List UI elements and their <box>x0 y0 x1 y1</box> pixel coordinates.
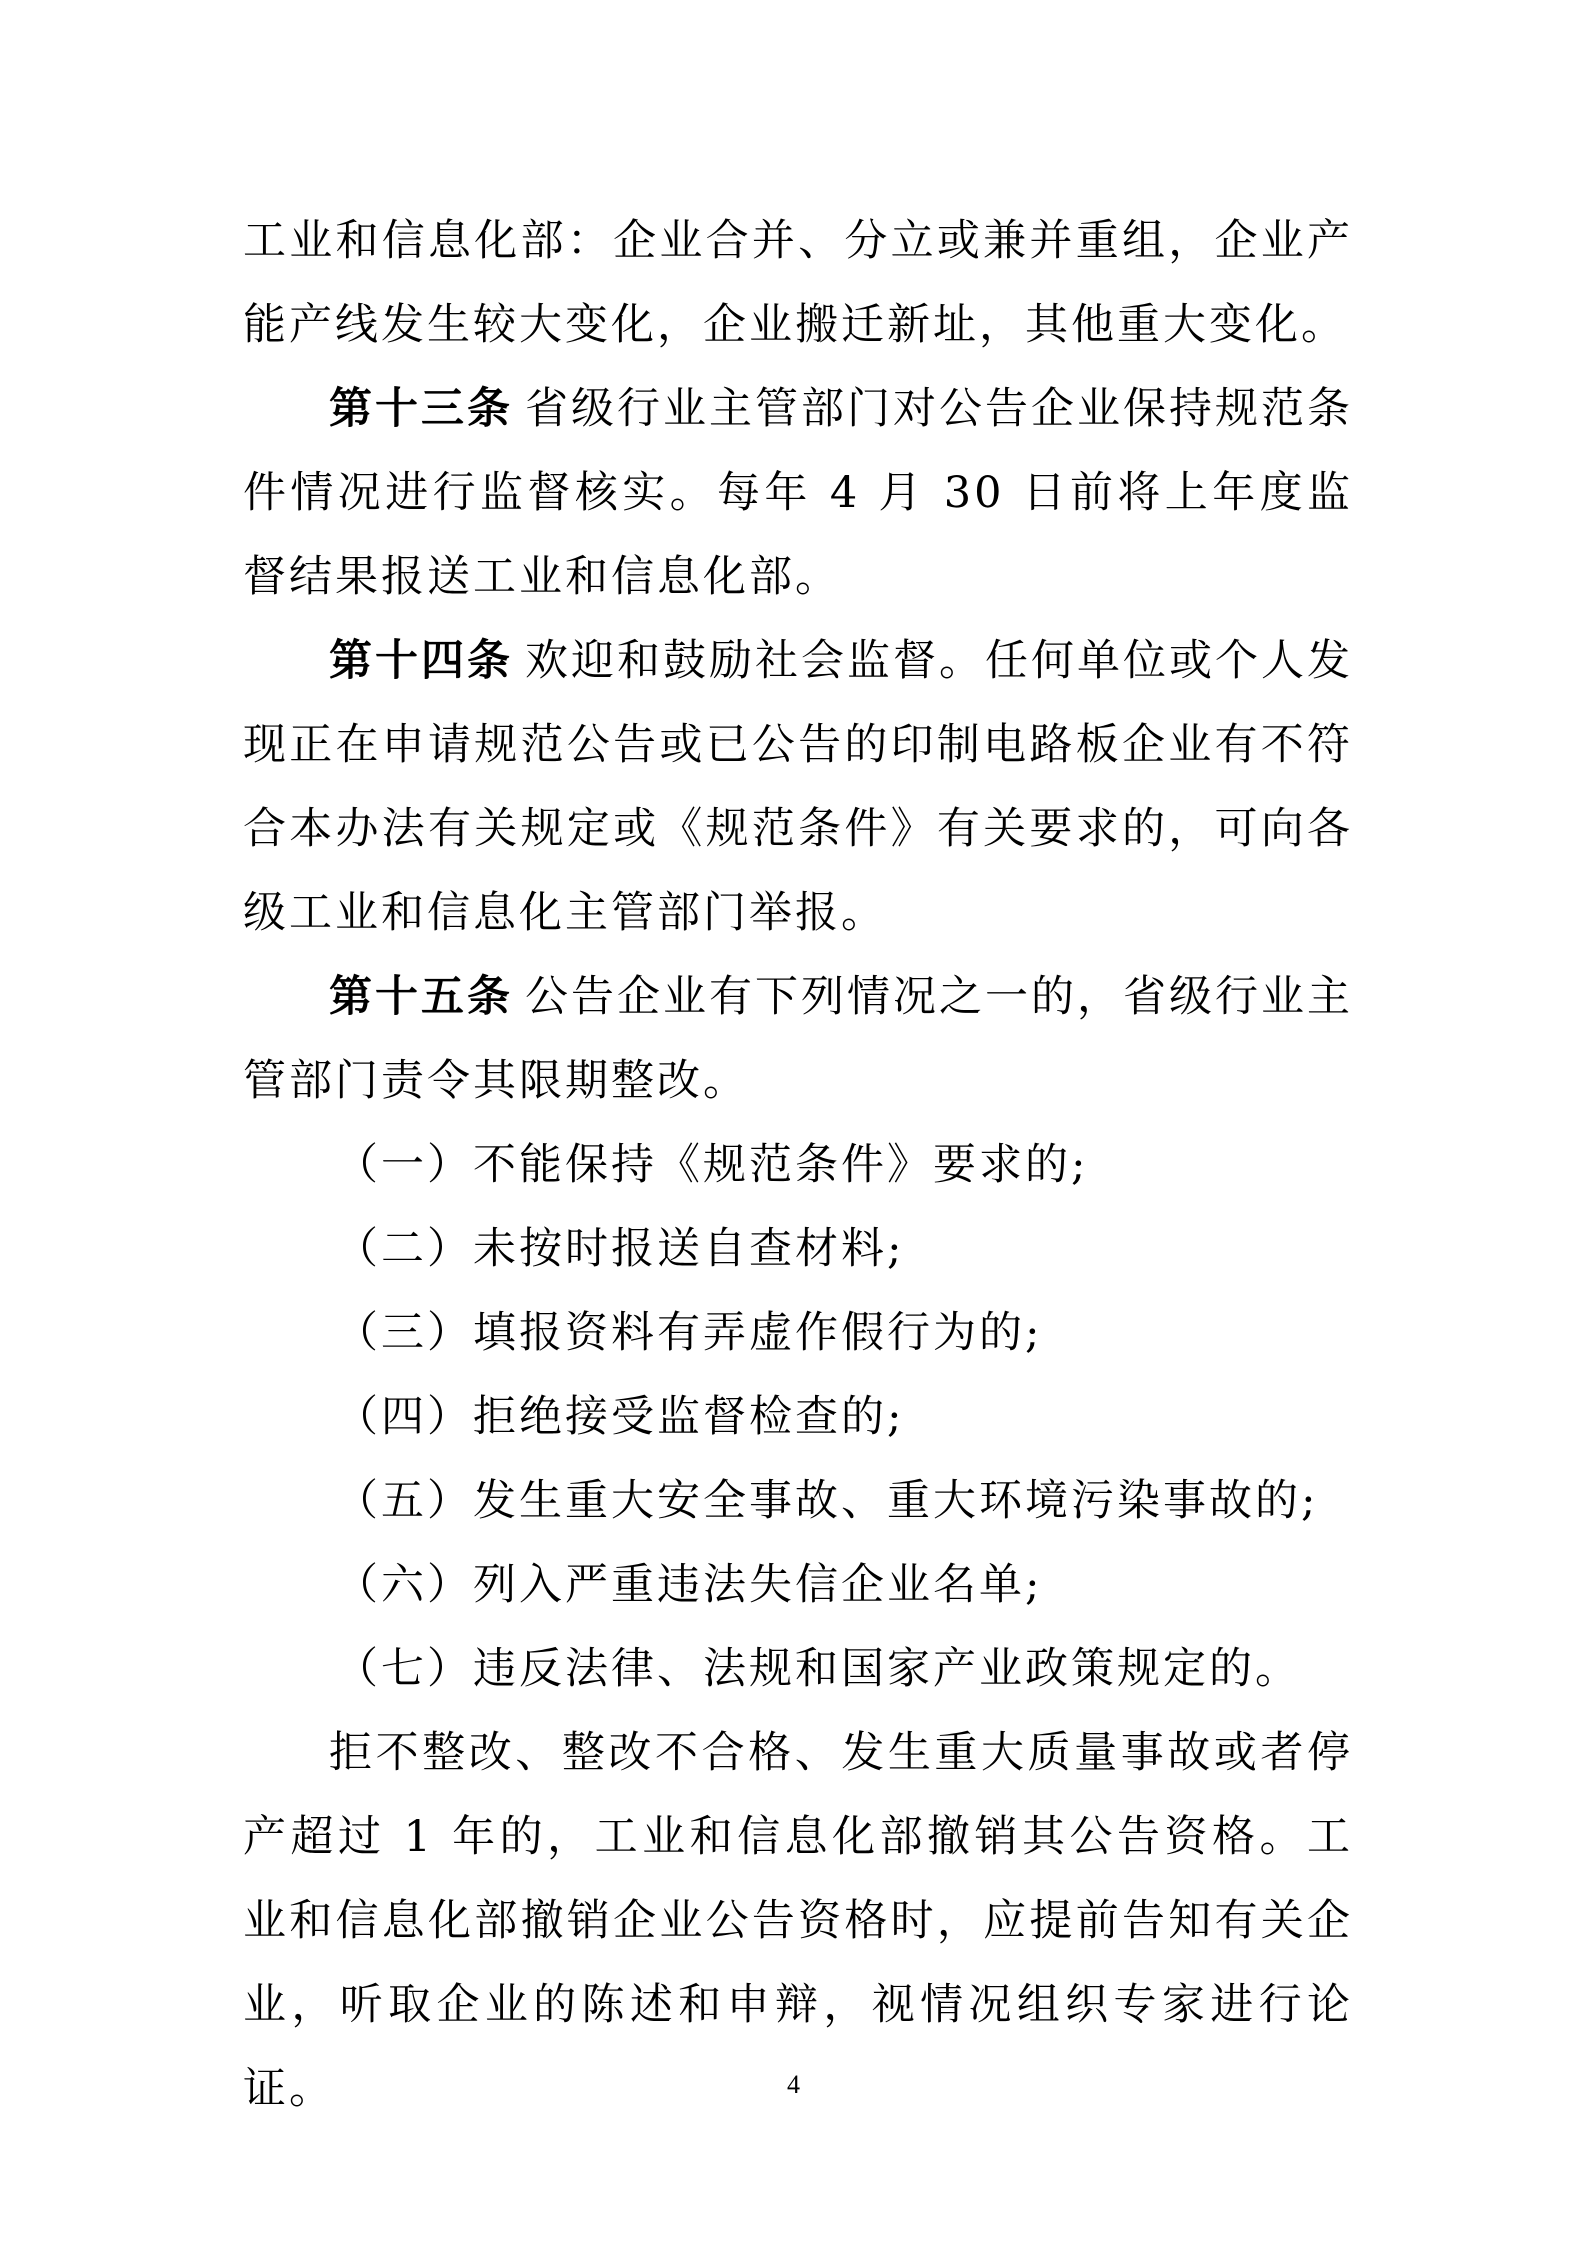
list-item: （五）发生重大安全事故、重大环境污染事故的; <box>335 1476 1319 1526</box>
article-label: 第十三条 <box>329 384 513 434</box>
paragraph-text: 欢迎和鼓励社会监督。任何单位或个人发现正在申请规范公告或已公告的印制电路板企业有不符合本办法有关规定或《规范条件》有关要求的，可向各级工业和信息化主管部门举报。 <box>243 636 1353 938</box>
article-15 <box>243 955 1353 1123</box>
list-item: （二）未按时报送自查材料; <box>335 1224 905 1274</box>
page-number: 4 <box>787 2070 800 2099</box>
list-item: （七）违反法律、法规和国家产业政策规定的。 <box>335 1644 1301 1694</box>
paragraph-text: 省级行业主管部门对公告企业保持规范条件情况进行监督核实。每年 4 月 30 日前将上年度监督结果报送工业和信息化部。 <box>243 384 1353 602</box>
list-item: （一）不能保持《规范条件》要求的; <box>335 1140 1089 1190</box>
paragraph-continuation <box>243 199 1353 367</box>
article-13 <box>243 367 1353 619</box>
article-label: 第十四条 <box>329 636 513 686</box>
list-item: （六）列入严重违法失信企业名单; <box>335 1560 1043 1610</box>
list-item: （三）填报资料有弄虚作假行为的; <box>335 1308 1043 1358</box>
list-item: （四）拒绝接受监督检查的; <box>335 1392 905 1442</box>
paragraph-text: 公告企业有下列情况之一的，省级行业主管部门责令其限期整改。 <box>243 972 1353 1106</box>
paragraph-text: 工业和信息化部：企业合并、分立或兼并重组，企业产能产线发生较大变化，企业搬迁新址，其他重大变化。 <box>243 216 1353 350</box>
closing-paragraph: 拒不整改、整改不合格、发生重大质量事故或者停产超过 1 年的，工业和信息化部撤销其公告资格。工业和信息化部撤销企业公告资格时，应提前告知有关企业，听取企业的陈述和申辩，视情况组织专家进行论证。 <box>243 1728 1353 2114</box>
article-14 <box>243 619 1353 955</box>
document-body <box>243 199 1353 2131</box>
article-label: 第十五条 <box>329 972 513 1022</box>
